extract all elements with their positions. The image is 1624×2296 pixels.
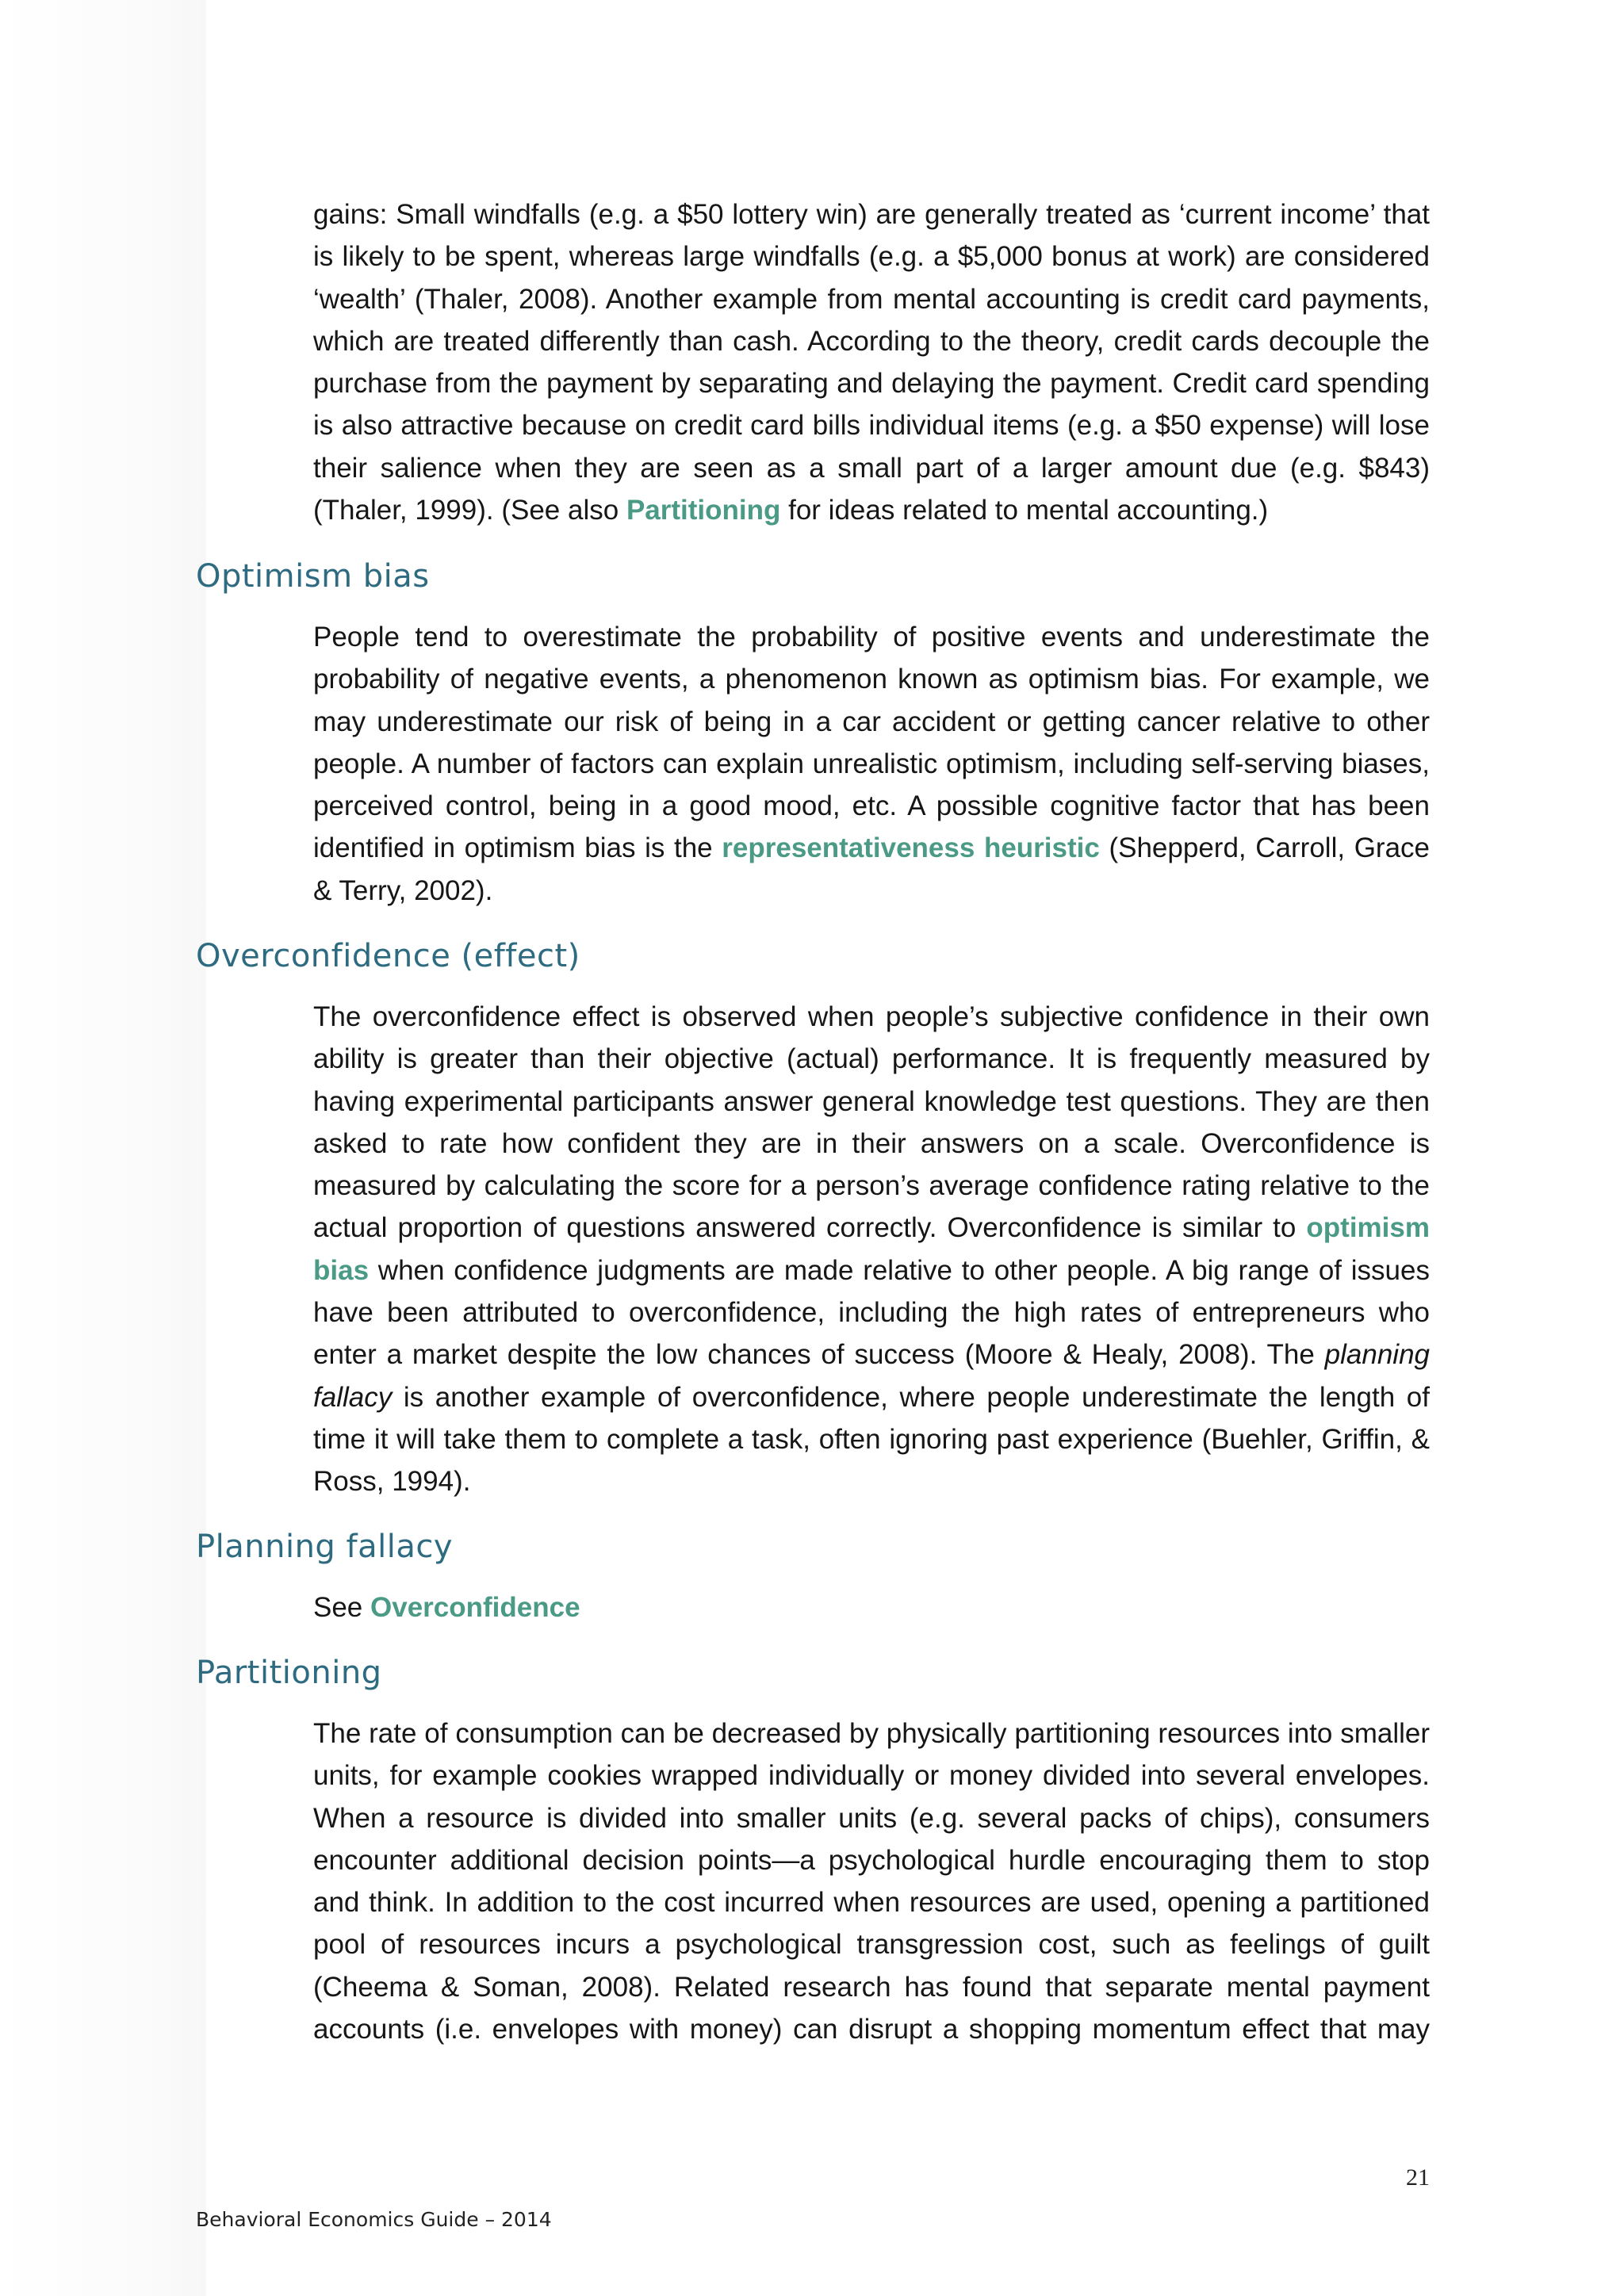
heading-optimism-bias: Optimism bias	[196, 558, 430, 595]
paragraph-text: when confidence judgments are made relative to other people. A big range of issues have been attributed to overconfidence, including the high rates of entrepreneurs who enter a market despite the low chances of success (Moore & Healy, 2008). The	[313, 1254, 1430, 1371]
planning-fallacy-paragraph	[313, 1586, 1430, 1628]
paragraph-text: The rate of consumption can be decreased by physically partitioning resources into smaller units, for example cookies wrapped individually or money divided into several envelopes. When a resource is divided into smaller units (e.g. several packs of chips), consumers encounter additional decision points—a psychological hurdle encouraging them to stop and think. In addition to the cost incurred when resources are used, opening a partitioned pool of resources incurs a psychological transgression cost, such as feelings of guilt (Cheema & Soman, 2008). Related research has found that separate mental payment accounts (i.e. envelopes with money) can disrupt a shopping momentum effect that may	[313, 1718, 1430, 2045]
paragraph-text: is another example of overconfidence, where people underestimate the length of time it will take them to complete a task, often ignoring past experience (Buehler, Griffin, & Ross, 1994).	[313, 1381, 1430, 1498]
paragraph-text: for ideas related to mental accounting.)	[780, 495, 1269, 526]
footer-title: Behavioral Economics Guide – 2014	[196, 2208, 552, 2231]
page-margin-shade	[0, 0, 206, 2296]
paragraph-text: The overconfidence effect is observed when people’s subjective confidence in their own ability is greater than their objective (actual) performance. It is frequently measured by having experimental participants answer general knowledge test questions. They are then asked to rate how confident they are in their answers on a scale. Overconfidence is measured by calculating the score for a person’s average confidence rating relative to the actual proportion of questions answered correctly. Overconfidence is similar to	[313, 1001, 1430, 1244]
heading-partitioning: Partitioning	[196, 1655, 382, 1691]
paragraph-text: gains: Small windfalls (e.g. a $50 lottery win) are generally treated as ‘current income’ that is likely to be spent, whereas large windfalls (e.g. a $5,000 bonus at work) are considered ‘wealth’ (Thaler, 2008). Another example from mental accounting is credit card payments, which are treated differently than cash. According to the theory, credit cards decouple the purchase from the payment by separating and delaying the payment. Credit card spending is also attractive because on credit card bills individual items (e.g. a $50 expense) will lose their salience when they are seen as a small part of a larger amount due (e.g. $843) (Thaler, 1999). (See also	[313, 199, 1430, 526]
paragraph-text: See	[313, 1592, 370, 1623]
heading-overconfidence: Overconfidence (effect)	[196, 938, 580, 974]
optimism-bias-link[interactable]: optimism bias	[313, 1212, 1430, 1286]
partitioning-link[interactable]: Partitioning	[626, 495, 781, 526]
representativeness-heuristic-link[interactable]: representativeness heuristic	[722, 832, 1100, 864]
partitioning-paragraph	[313, 1712, 1430, 2050]
optimism-bias-paragraph	[313, 616, 1430, 912]
page-number: 21	[1406, 2164, 1430, 2191]
overconfidence-paragraph	[313, 996, 1430, 1503]
planning-fallacy-italic: planning fallacy	[313, 1339, 1430, 1413]
overconfidence-link[interactable]: Overconfidence	[370, 1592, 580, 1623]
paragraph-text: People tend to overestimate the probability of positive events and underestimate the probability of negative events, a phenomenon known as optimism bias. For example, we may underestimate our risk of being in a car accident or getting cancer relative to other people. A number of factors can explain unrealistic optimism, including self-serving biases, perceived control, being in a good mood, etc. A possible cognitive factor that has been identified in optimism bias is the	[313, 622, 1430, 864]
paragraph-text: (Shepperd, Carroll, Grace & Terry, 2002).	[313, 832, 1430, 906]
heading-planning-fallacy: Planning fallacy	[196, 1529, 454, 1565]
mental-accounting-continuation-paragraph	[313, 193, 1430, 531]
